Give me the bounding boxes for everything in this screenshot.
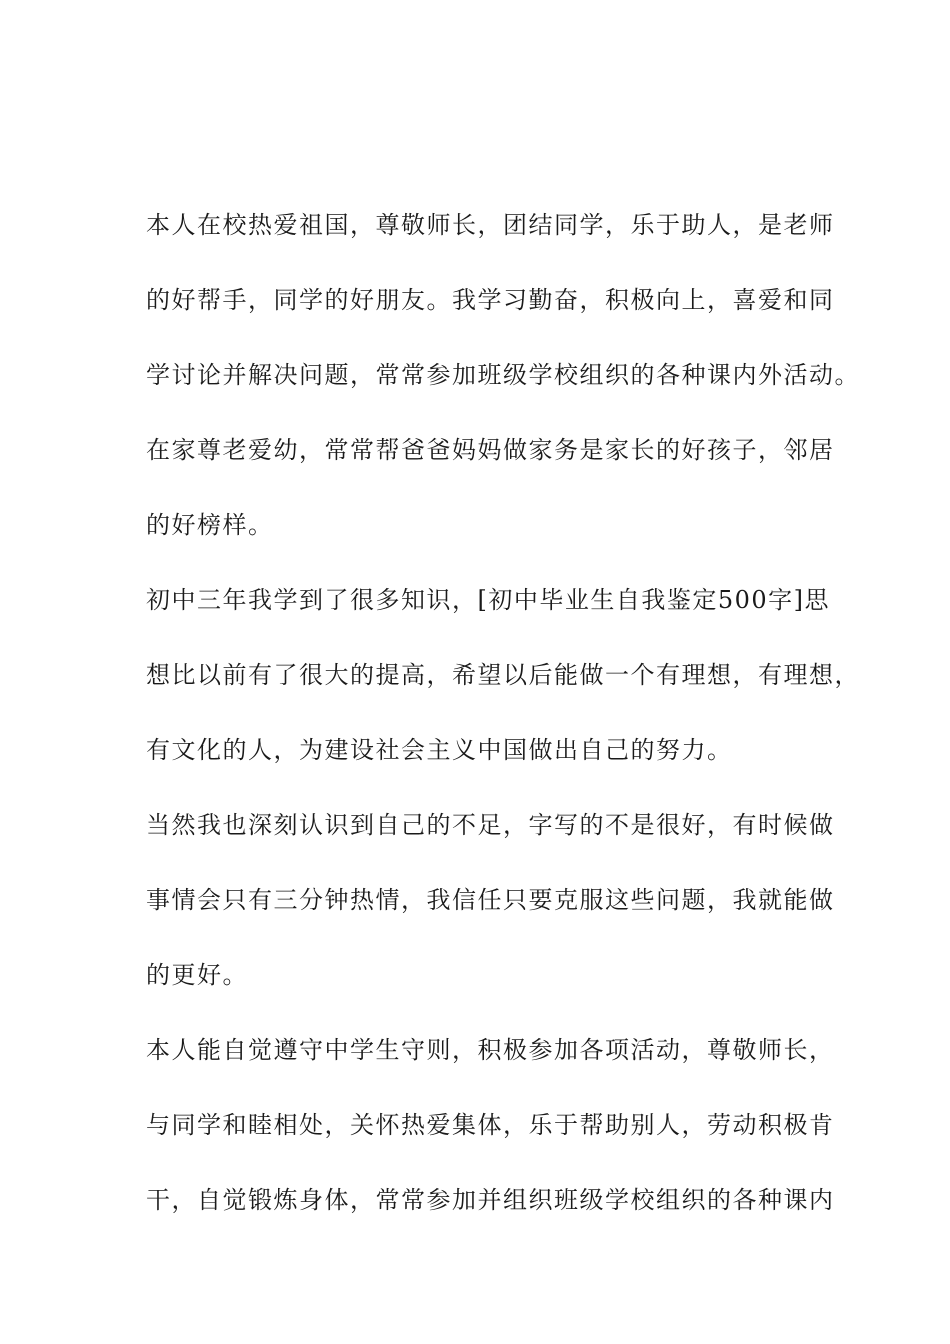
text-line: 初中三年我学到了很多知识，[初中毕业生自我鉴定500字]思 — [146, 586, 831, 614]
text-line: 本人在校热爱祖国，尊敬师长，团结同学，乐于助人，是老师 — [146, 211, 835, 239]
text-line: 有文化的人，为建设社会主义中国做出自己的努力。 — [146, 736, 733, 764]
text-line: 与同学和睦相处，关怀热爱集体，乐于帮助别人，劳动积极肯 — [146, 1111, 835, 1139]
text-line: 干，自觉锻炼身体，常常参加并组织班级学校组织的各种课内 — [146, 1186, 835, 1214]
text-line: 本人能自觉遵守中学生守则，积极参加各项活动，尊敬师长， — [146, 1036, 835, 1064]
text-line: 学讨论并解决问题，常常参加班级学校组织的各种课内外活动。 — [146, 361, 860, 389]
text-line: 的好榜样。 — [146, 511, 274, 539]
text-line: 当然我也深刻认识到自己的不足，字写的不是很好，有时候做 — [146, 811, 835, 839]
text-line: 的更好。 — [146, 961, 248, 989]
body-text — [146, 200, 860, 1250]
text-line: 想比以前有了很大的提高，希望以后能做一个有理想，有理想， — [146, 661, 860, 689]
text-line: 事情会只有三分钟热情，我信任只要克服这些问题，我就能做 — [146, 886, 835, 914]
text-line: 的好帮手，同学的好朋友。我学习勤奋，积极向上，喜爱和同 — [146, 286, 835, 314]
text-line: 在家尊老爱幼，常常帮爸爸妈妈做家务是家长的好孩子，邻居 — [146, 436, 835, 464]
